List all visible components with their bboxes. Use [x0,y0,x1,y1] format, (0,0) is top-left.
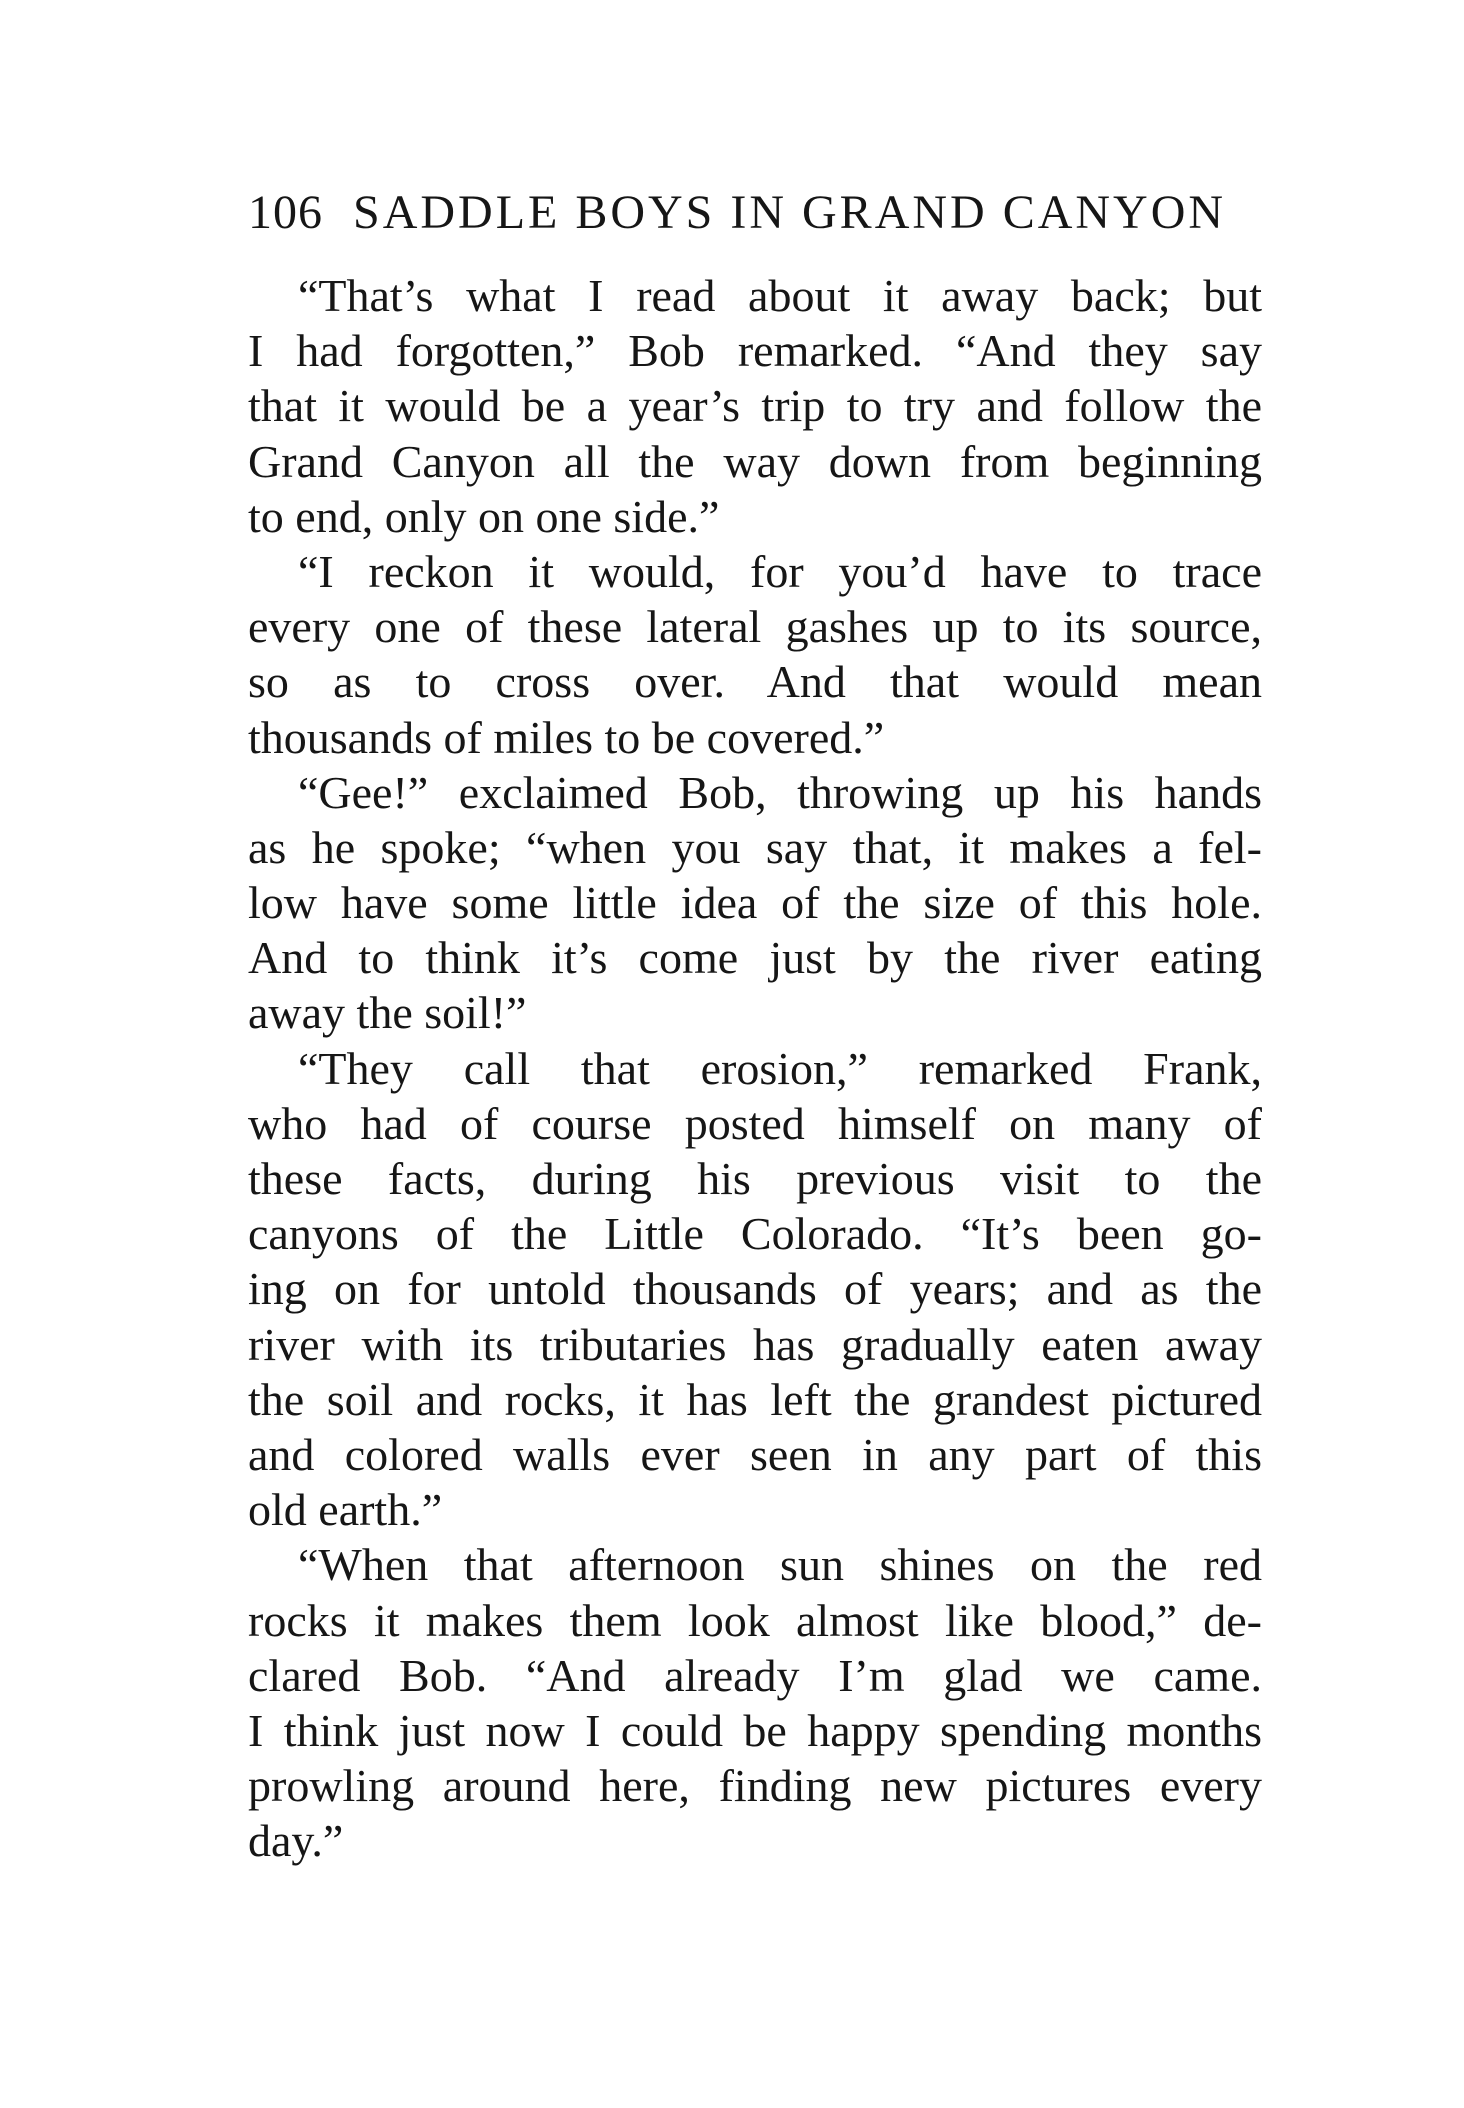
body-text [248,268,1262,1868]
text-line: “They call that erosion,” remarked Frank, [298,1042,1262,1094]
text-line: Grand Canyon all the way down from beginning [248,435,1262,487]
running-title: SADDLE BOYS IN GRAND CANYON [353,186,1227,239]
text-line: away the soil!” [248,987,527,1039]
text-line: river with its tributaries has gradually eaten away [248,1318,1262,1370]
text-line: clared Bob. “And already I’m glad we came. [248,1649,1262,1701]
text-line: every one of these lateral gashes up to its source, [248,601,1262,653]
text-line: “Gee!” exclaimed Bob, throwing up his hands [298,766,1262,818]
text-line: so as to cross over. And that would mean [248,656,1262,708]
page-number: 106 [248,186,323,239]
text-line: And to think it’s come just by the river eating [248,932,1262,984]
text-line: thousands of miles to be covered.” [248,711,885,763]
text-line: I had forgotten,” Bob remarked. “And they say [248,325,1262,377]
text-line: “I reckon it would, for you’d have to trace [298,545,1262,597]
text-line: “When that afternoon sun shines on the red [298,1539,1262,1591]
text-line: who had of course posted himself on many of [248,1097,1262,1149]
text-line: ing on for untold thousands of years; and as the [248,1263,1262,1315]
text-line: old earth.” [248,1484,443,1536]
running-header [248,178,1262,248]
text-line: “That’s what I read about it away back; but [298,270,1262,321]
text-line: these facts, during his previous visit to the [248,1153,1262,1204]
text-line: I think just now I could be happy spending months [248,1704,1262,1756]
text-line: day.” [248,1815,344,1867]
text-line: and colored walls ever seen in any part of this [248,1428,1262,1480]
text-line: canyons of the Little Colorado. “It’s been go- [248,1208,1262,1260]
text-line: prowling around here, finding new pictures every [248,1760,1262,1812]
text-line: as he spoke; “when you say that, it makes a fel- [248,821,1262,873]
text-line: low have some little idea of the size of this hole. [248,877,1262,929]
text-line: the soil and rocks, it has left the grandest pictured [248,1373,1262,1425]
text-line: that it would be a year’s trip to try and follow the [248,380,1262,432]
text-line: to end, only on one side.” [248,490,720,542]
text-line: rocks it makes them look almost like blood,” de- [248,1594,1262,1646]
